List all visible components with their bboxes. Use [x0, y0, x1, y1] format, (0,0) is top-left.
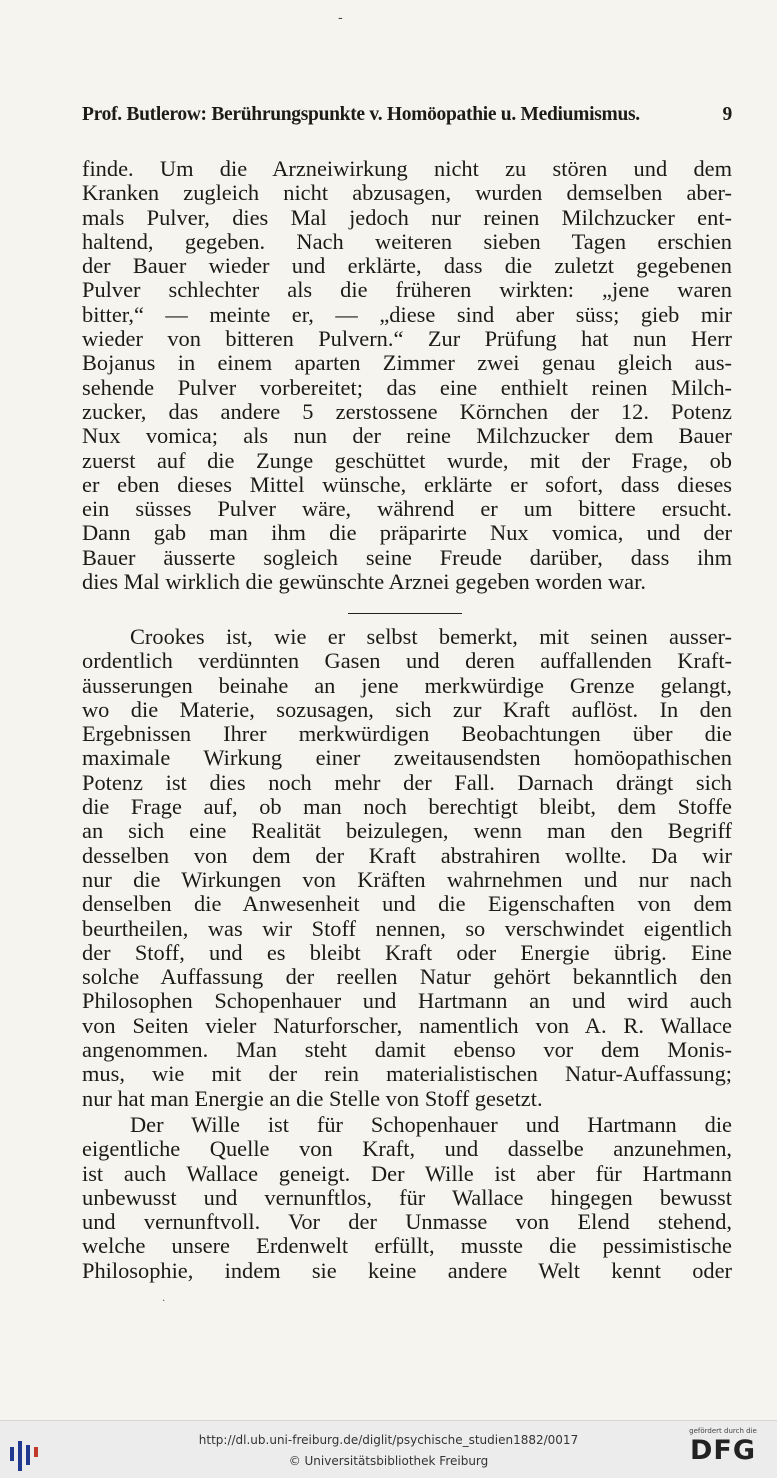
text-line: der Stoff, und es bleibt Kraft oder Energie übrig. Eine	[82, 939, 732, 965]
text-line: zuerst auf die Zunge geschüttet wurde, mit der Frage, ob	[82, 447, 732, 473]
text-line: welche unsere Erdenwelt erfüllt, musste die pessimistische	[82, 1233, 732, 1259]
top-dash: -	[338, 10, 343, 26]
text-line: beurtheilen, was wir Stoff nennen, so verschwindet eigentlich	[82, 915, 732, 941]
text-line: Der Wille ist für Schopenhauer und Hartmann die	[130, 1112, 732, 1137]
running-header	[82, 104, 732, 126]
permalink-url[interactable]: http://dl.ub.uni-freiburg.de/diglit/psychische_studien1882/0017	[198, 1433, 579, 1447]
scan-speck: ·	[162, 1296, 166, 1307]
text-line: mus, wie mit der rein materialistischen Natur-Auffassung;	[82, 1061, 732, 1087]
text-line: denselben die Anwesenheit und die Eigenschaften von dem	[82, 891, 732, 917]
text-line: haltend, gegeben. Nach weiteren sieben Tagen erschien	[82, 228, 732, 254]
text-line: eigentliche Quelle von Kraft, und dasselbe anzunehmen,	[82, 1136, 732, 1162]
copyright-notice: © Universitätsbibliothek Freiburg	[288, 1454, 489, 1468]
text-line: der Bauer wieder und erklärte, dass die zuletzt gegebenen	[82, 253, 732, 279]
viewer-footer	[0, 1420, 777, 1478]
text-line: Bauer äusserte sogleich seine Freude darüber, dass ihm	[82, 544, 732, 570]
text-line: dies Mal wirklich die gewünschte Arznei gegeben worden war.	[82, 569, 646, 595]
text-line: Nux vomica; als nun der reine Milchzucker dem Bauer	[82, 423, 732, 449]
section-divider	[348, 613, 462, 614]
text-line: und vernunftvoll. Vor der Unmasse von Elend stehend,	[82, 1209, 732, 1235]
text-line: finde. Um die Arzneiwirkung nicht zu stören und dem	[82, 156, 732, 181]
text-line: zucker, das andere 5 zerstossene Körnchen der 12. Potenz	[82, 398, 732, 424]
text-line: ein süsses Pulver wäre, während er um bittere ersucht.	[82, 496, 732, 522]
text-line: die Frage auf, ob man noch berechtigt bleibt, dem Stoffe	[82, 794, 732, 820]
paragraph-bauer	[82, 157, 732, 594]
text-line: Philosophie, indem sie keine andere Welt kennt oder	[82, 1257, 732, 1283]
text-line: Kranken zugleich nicht abzusagen, wurden demselben aber-	[82, 180, 732, 206]
text-line: ordentlich verdünnten Gasen und deren auffallenden Kraft-	[82, 648, 732, 674]
text-line: er eben dieses Mittel wünsche, erklärte er sofort, dass dieses	[82, 471, 732, 497]
text-line: ist auch Wallace geneigt. Der Wille ist aber für Hartmann	[82, 1160, 732, 1186]
text-line: Crookes ist, wie er selbst bemerkt, mit seinen ausser-	[130, 624, 732, 649]
text-line: Ergebnissen Ihrer merkwürdigen Beobachtungen über die	[82, 721, 732, 747]
text-line: desselben von dem der Kraft abstrahiren wollte. Da wir	[82, 842, 732, 868]
text-line: sehende Pulver vorbereitet; das eine enthielt reinen Milch-	[82, 374, 732, 400]
text-line: Pulver schlechter als die früheren wirkten: „jene waren	[82, 277, 732, 303]
text-line: Bojanus in einem aparten Zimmer zwei genau gleich aus-	[82, 350, 732, 376]
text-line: wo die Materie, sozusagen, sich zur Kraft auflöst. In den	[82, 696, 732, 722]
text-line: unbewusst und vernunftlos, für Wallace hingegen bewusst	[82, 1184, 732, 1210]
text-line: solche Auffassung der reellen Natur gehört bekanntlich den	[82, 964, 732, 990]
page-number: 9	[722, 104, 732, 125]
text-line: nur hat man Energie an die Stelle von Stoff gesetzt.	[82, 1085, 543, 1111]
text-line: nur die Wirkungen von Kräften wahrnehmen und nur nach	[82, 866, 732, 892]
text-line: wieder von bitteren Pulvern.“ Zur Prüfung hat nun Herr	[82, 326, 732, 352]
dfg-logo-icon	[683, 1427, 763, 1466]
text-line: maximale Wirkung einer zweitausendsten homöopathischen	[82, 745, 732, 771]
text-line: angenommen. Man steht damit ebenso vor dem Monis-	[82, 1037, 732, 1063]
dfg-logo-text: DFG	[689, 1435, 757, 1466]
text-line: bitter,“ — meinte er, — „diese sind aber süss; gieb mir	[82, 301, 732, 327]
text-line: Philosophen Schopenhauer und Hartmann an und wird auch	[82, 988, 732, 1014]
dfg-caption: gefördert durch die	[689, 1427, 757, 1435]
paragraph-crookes	[82, 625, 732, 1111]
text-line: mals Pulver, dies Mal jedoch nur reinen Milchzucker ent-	[82, 204, 732, 230]
running-title: Prof. Butlerow: Berührungspunkte v. Homöopathie u. Mediumismus.	[82, 104, 640, 125]
text-line: Potenz ist dies noch mehr der Fall. Darnach drängt sich	[82, 769, 732, 795]
text-line: Dann gab man ihm die präparirte Nux vomica, und der	[82, 520, 732, 546]
text-line: von Seiten vieler Naturforscher, namentlich von A. R. Wallace	[82, 1012, 732, 1038]
paragraph-wille	[82, 1113, 732, 1283]
text-line: äusserungen beinahe an jene merkwürdige Grenze gelangt,	[82, 672, 732, 698]
text-line: an sich eine Realität beizulegen, wenn man den Begriff	[82, 818, 732, 844]
